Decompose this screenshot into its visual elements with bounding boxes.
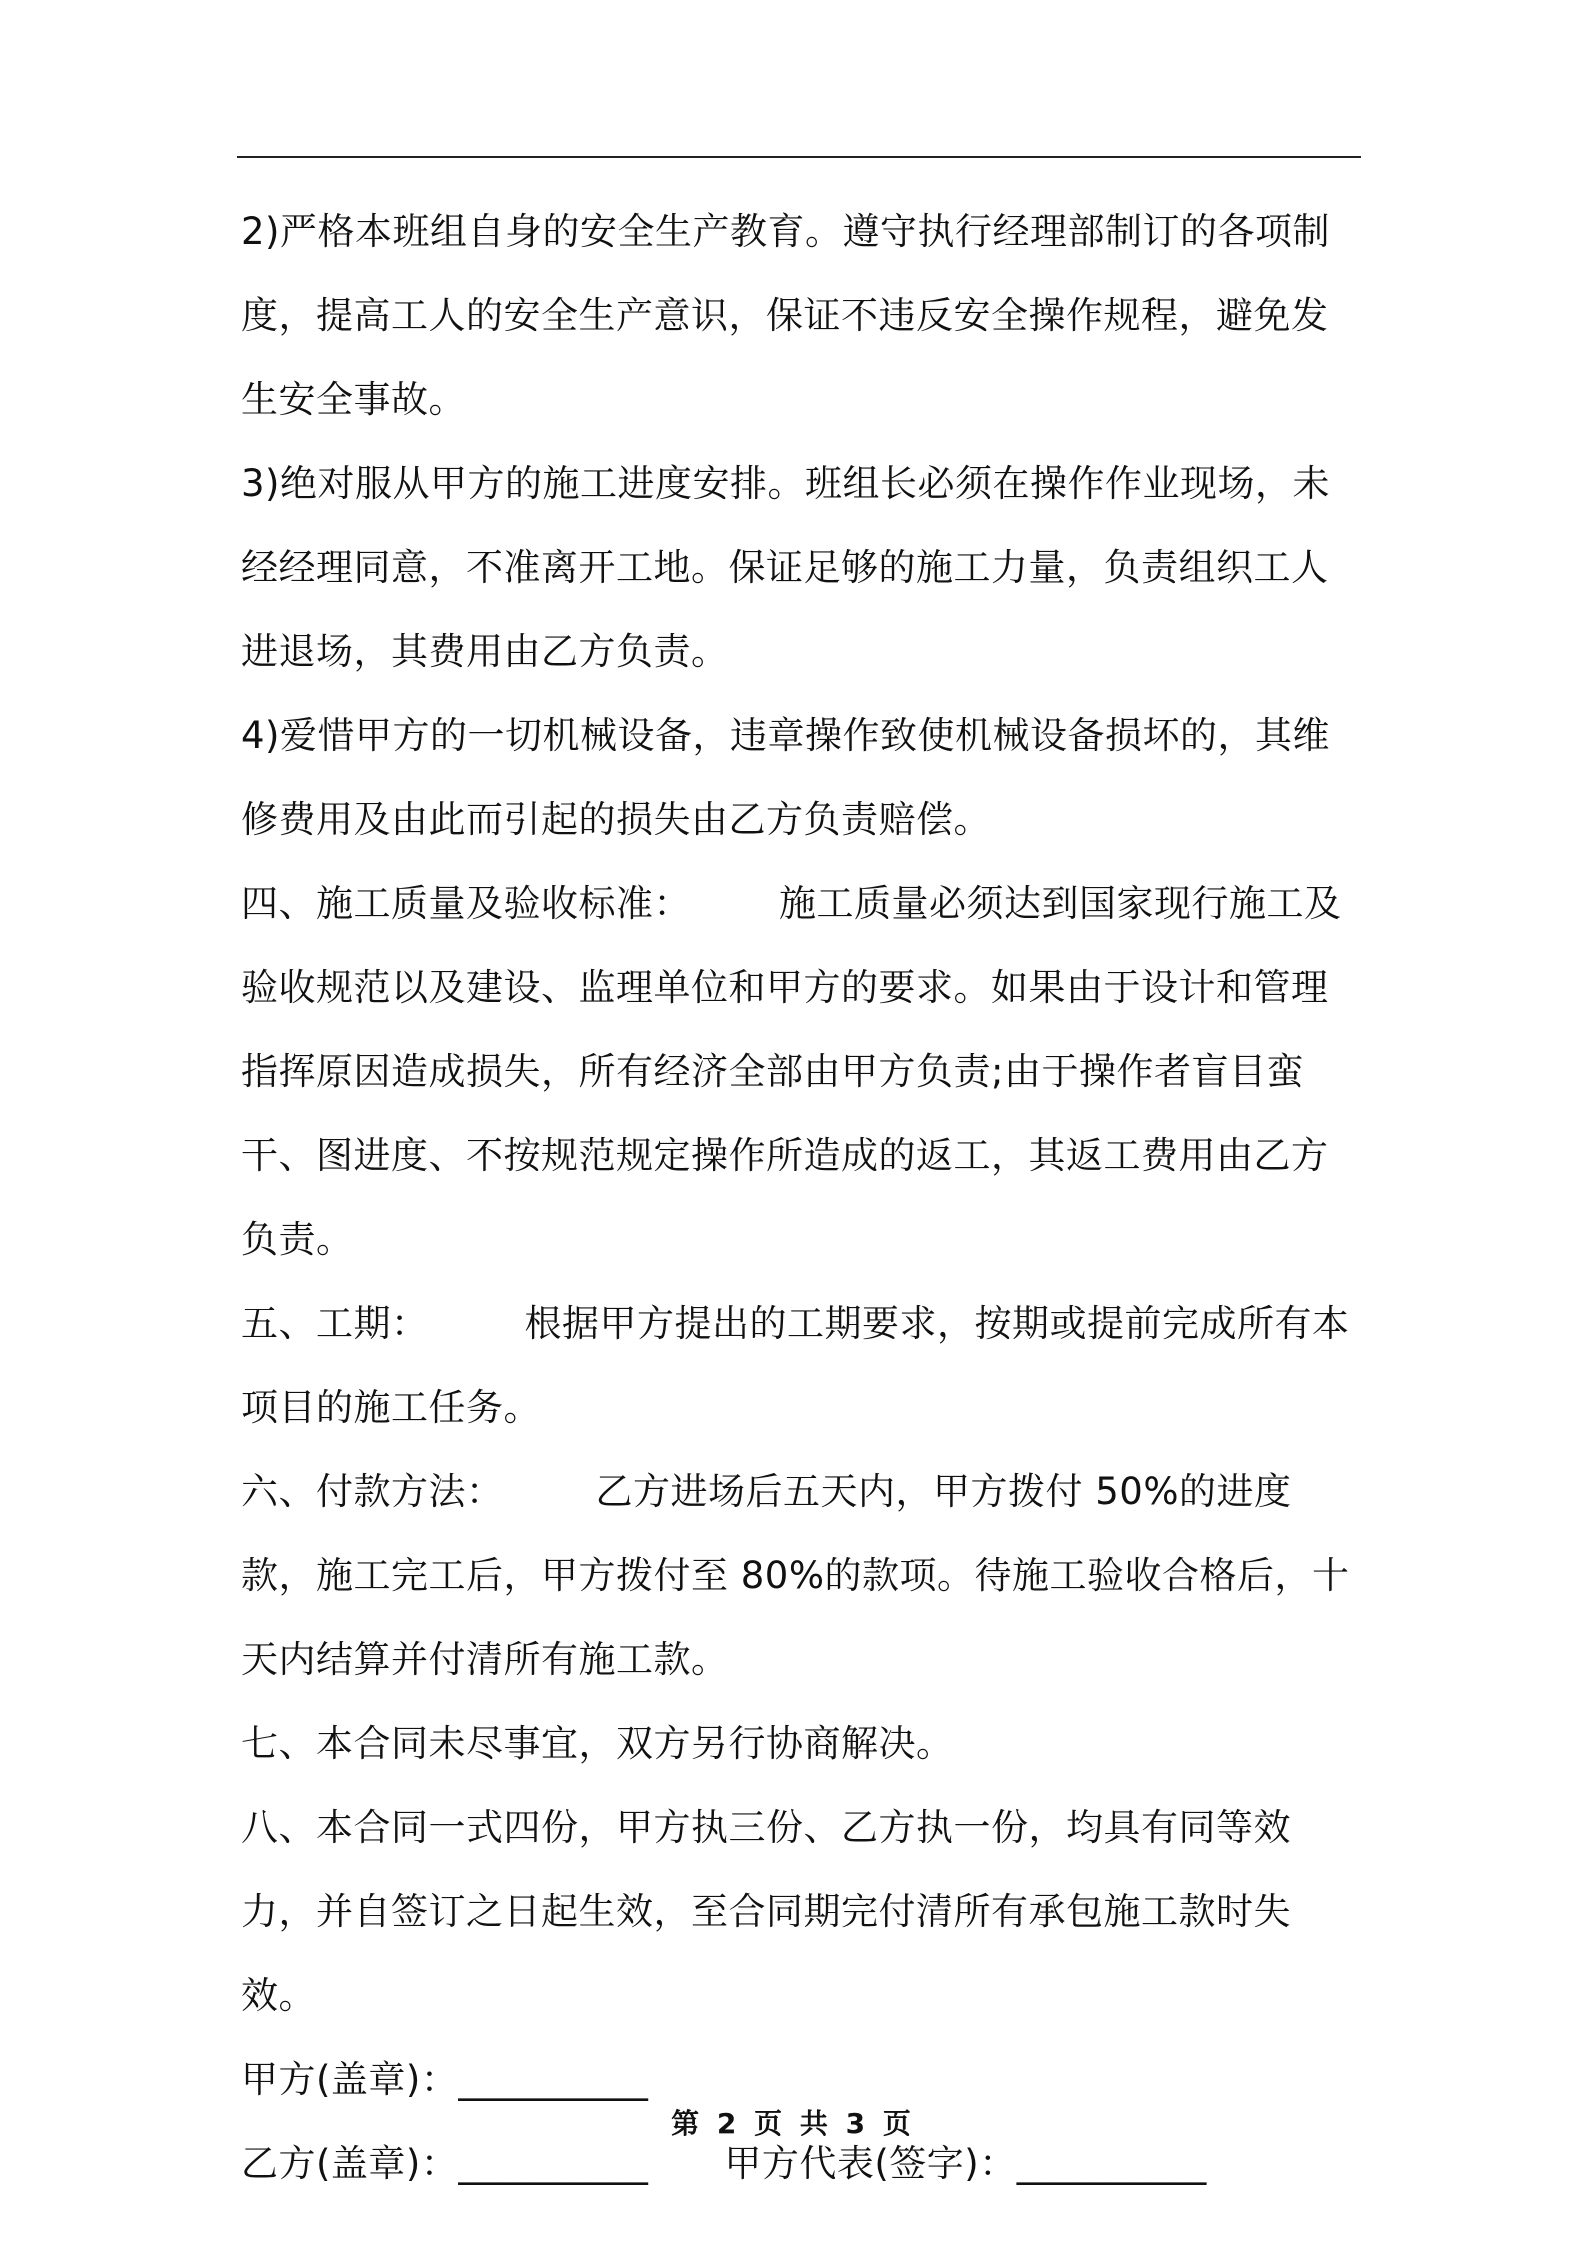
section-schedule [241,1282,1361,1450]
party-a-rep-blank[interactable]: __________ [1016,2142,1207,2185]
clause-2: 2)严格本班组自身的安全生产教育。遵守执行经理部制订的各项制度，提高工人的安全生产意识，保证不违反安全操作规程，避免发生安全事故。 [241,210,1330,421]
section-payment-body: 乙方进场后五天内，甲方拨付 50%的进度款，施工完工后，甲方拨付至 80%的款项。待施工验收合格后，十天内结算并付清所有施工款。 [241,1470,1350,1681]
section-payment-heading: 六、付款方法： [241,1470,504,1513]
party-b-seal-blank[interactable]: __________ [458,2142,649,2185]
section-quality-body: 施工质量必须达到国家现行施工及验收规范以及建设、监理单位和甲方的要求。如果由于设计和管理指挥原因造成损失，所有经济全部由甲方负责;由于操作者盲目蛮干、图进度、不按规范规定操作所造成的返工，其返工费用由乙方负责。 [241,882,1342,1261]
page-number: 第 2 页 共 3 页 [671,2107,915,2140]
section-schedule-body: 根据甲方提出的工期要求，按期或提前完成所有本项目的施工任务。 [241,1302,1350,1429]
party-a-seal-blank[interactable]: __________ [458,2058,649,2101]
party-a-rep-label: 甲方代表(签字)： [724,2142,1017,2185]
party-a-seal-label: 甲方(盖章)： [241,2058,459,2101]
section-schedule-heading: 五、工期： [241,1302,429,1345]
clause-3: 3)绝对服从甲方的施工进度安排。班组长必须在操作作业现场，未经经理同意，不准离开工地。保证足够的施工力量，负责组织工人进退场，其费用由乙方负责。 [241,462,1330,673]
section-quality [241,862,1361,1282]
section-payment [241,1450,1361,1702]
header-rule [237,156,1361,158]
clause-4: 4)爱惜甲方的一切机械设备，违章操作致使机械设备损坏的，其维修费用及由此而引起的损失由乙方负责赔偿。 [241,714,1330,841]
section-copies: 八、本合同一式四份，甲方执三份、乙方执一份，均具有同等效力，并自签订之日起生效，至合同期完付清所有承包施工款时失效。 [241,1806,1291,2017]
section-other-matters: 七、本合同未尽事宜，双方另行协商解决。 [241,1722,954,1765]
document-body [241,190,1361,2206]
party-b-seal-label: 乙方(盖章)： [241,2142,459,2185]
section-quality-heading: 四、施工质量及验收标准： [241,882,691,925]
